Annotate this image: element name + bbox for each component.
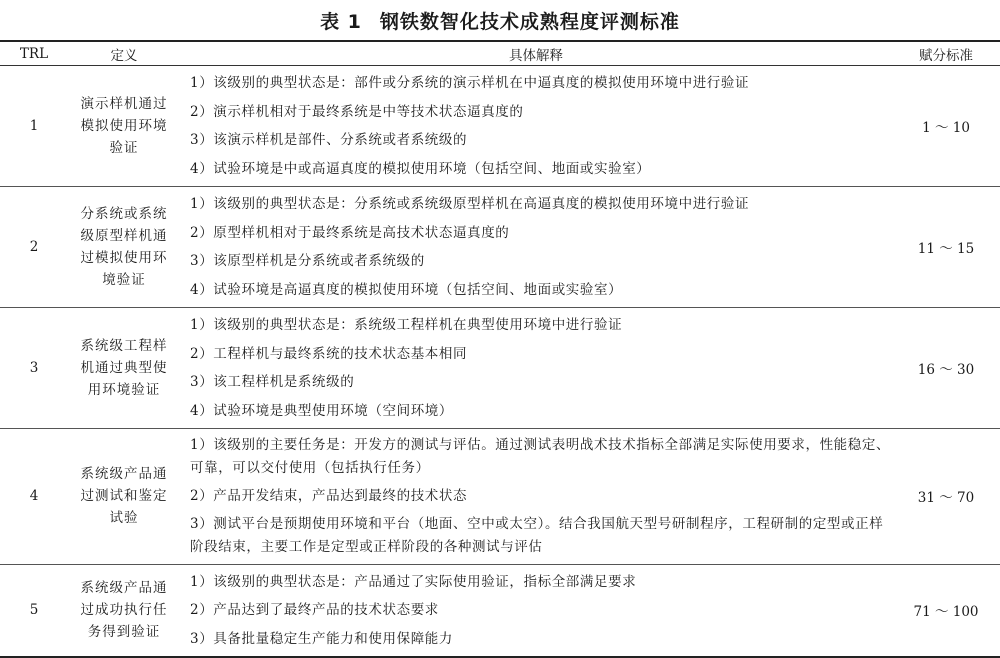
explanation-item: 2）工程样机与最终系统的技术状态基本相同 — [190, 345, 468, 362]
trl-level: 3 — [0, 308, 68, 429]
explanation-item: 4）试验环境是典型使用环境（空间环境） — [190, 402, 453, 419]
table-caption — [0, 8, 1000, 36]
trl-definition: 系统级产品通过成功执行任务得到验证 — [68, 564, 180, 657]
explanation-item: 3）测试平台是预期使用环境和平台（地面、空中或太空）。结合我国航天型号研制程序，工程研制的定型或正样阶段结束，主要工作是定型或正样阶段的各种测试与评估 — [190, 515, 884, 555]
explanation-item: 2）产品达到了最终产品的技术状态要求 — [190, 602, 439, 618]
trl-explanation — [180, 429, 892, 565]
explanation-item: 3）该演示样机是部件、分系统或者系统级的 — [190, 132, 468, 148]
explanation-item: 3）该原型样机是分系统或者系统级的 — [190, 253, 425, 269]
table-row — [0, 429, 1000, 565]
trl-level: 1 — [0, 66, 68, 187]
trl-score: 11 ～ 15 — [892, 187, 1000, 308]
trl-level: 4 — [0, 429, 68, 565]
explanation-item: 4）试验环境是高逼真度的模拟使用环境（包括空间、地面或实验室） — [190, 281, 623, 298]
header-explanation: 具体解释 — [180, 41, 892, 66]
trl-definition: 演示样机通过模拟使用环境验证 — [68, 66, 180, 187]
table-title: 钢铁数智化技术成熟程度评测标准 — [379, 11, 680, 33]
trl-score: 16 ～ 30 — [892, 308, 1000, 429]
trl-score: 31 ～ 70 — [892, 429, 1000, 565]
explanation-item: 2）原型样机相对于最终系统是高技术状态逼真度的 — [190, 224, 510, 241]
trl-score: 1 ～ 10 — [892, 66, 1000, 187]
table-number: 表 1 — [320, 11, 362, 33]
trl-definition: 系统级产品通过测试和鉴定试验 — [68, 429, 180, 565]
explanation-item: 3）具备批量稳定生产能力和使用保障能力 — [190, 630, 453, 647]
table-row — [0, 187, 1000, 308]
trl-explanation — [180, 564, 892, 657]
table-header-row — [0, 41, 1000, 66]
trl-definition: 分系统或系统级原型样机通过模拟使用环境验证 — [68, 187, 180, 308]
trl-explanation — [180, 308, 892, 429]
explanation-item: 1）该级别的典型状态是：部件或分系统的演示样机在中逼真度的模拟使用环境中进行验证 — [190, 75, 750, 91]
trl-standard-table — [0, 40, 1000, 658]
trl-level: 5 — [0, 564, 68, 657]
trl-score: 71 ～ 100 — [892, 564, 1000, 657]
explanation-item: 1）该级别的典型状态是：系统级工程样机在典型使用环境中进行验证 — [190, 317, 623, 333]
explanation-item: 4）试验环境是中或高逼真度的模拟使用环境（包括空间、地面或实验室） — [190, 160, 651, 177]
explanation-item: 1）该级别的主要任务是：开发方的测试与评估。通过测试表明战术技术指标全部满足实际使用要求，性能稳定、可靠，可以交付使用（包括执行任务） — [190, 437, 891, 476]
explanation-item: 1）该级别的典型状态是：产品通过了实际使用验证，指标全部满足要求 — [190, 573, 637, 590]
table-row — [0, 308, 1000, 429]
table-row — [0, 66, 1000, 187]
explanation-item: 2）演示样机相对于最终系统是中等技术状态逼真度的 — [190, 103, 524, 120]
trl-explanation — [180, 187, 892, 308]
explanation-item: 3）该工程样机是系统级的 — [190, 374, 355, 390]
trl-explanation — [180, 66, 892, 187]
header-score: 赋分标准 — [892, 41, 1000, 66]
trl-definition: 系统级工程样机通过典型使用环境验证 — [68, 308, 180, 429]
explanation-item: 2）产品开发结束，产品达到最终的技术状态 — [190, 488, 468, 504]
header-trl: TRL — [0, 41, 68, 66]
trl-level: 2 — [0, 187, 68, 308]
explanation-item: 1）该级别的典型状态是：分系统或系统级原型样机在高逼真度的模拟使用环境中进行验证 — [190, 196, 750, 212]
table-row — [0, 564, 1000, 657]
header-definition: 定义 — [68, 41, 180, 66]
